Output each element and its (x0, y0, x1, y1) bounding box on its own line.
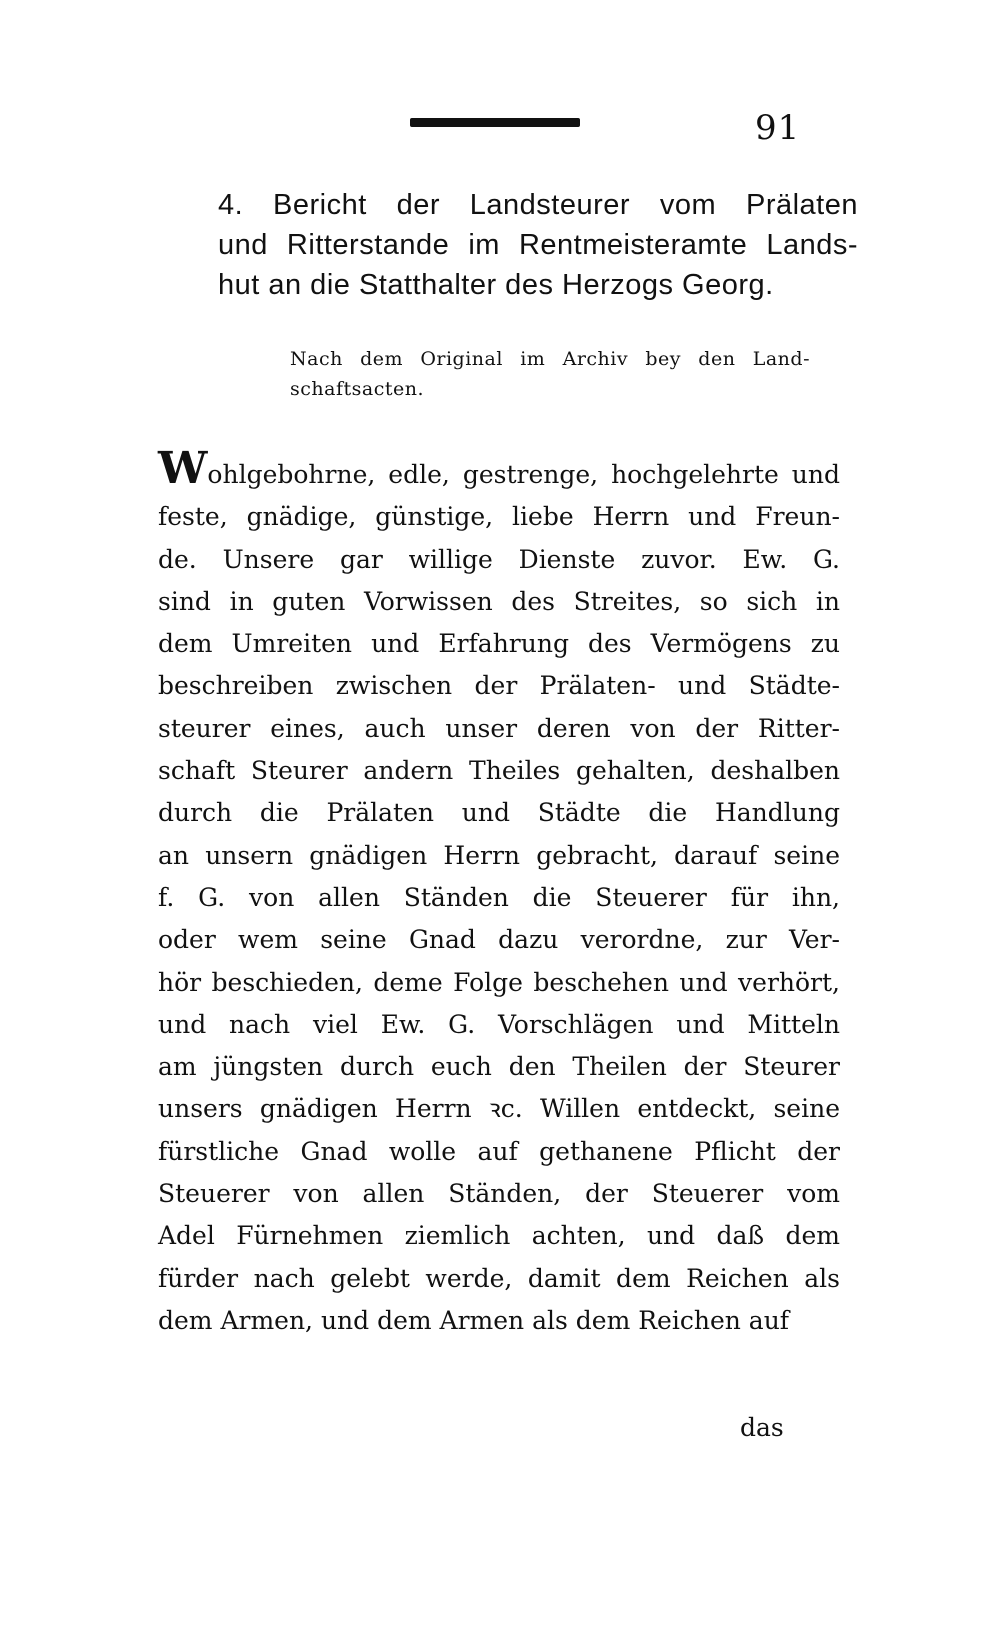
body-line: an unsern gnädigen Herrn gebracht, darauf seine (158, 840, 840, 870)
source-note-line: Nach dem Original im Archiv bey den Land- (290, 348, 810, 370)
body-line: steurer eines, auch unser deren von der Ritter- (158, 713, 840, 743)
body-line: schaft Steurer andern Theiles gehalten, deshalben (158, 756, 840, 786)
body-line: Wohlgebohrne, edle, gestrenge, hochgelehrte und (158, 443, 840, 494)
body-line: Steuerer von allen Ständen, der Steuerer vom (158, 1179, 840, 1209)
page-number: 91 (755, 108, 801, 148)
body-line: feste, gnädige, günstige, liebe Herrn und Freun- (158, 502, 840, 532)
body-line: am jüngsten durch euch den Theilen der Steurer (158, 1052, 840, 1082)
catchword: das (740, 1413, 784, 1442)
body-line: fürder nach gelebt werde, damit dem Reichen als (158, 1263, 840, 1293)
source-note (290, 344, 810, 404)
body-line: fürstliche Gnad wolle auf gethanene Pflicht der (158, 1136, 840, 1166)
body-line: durch die Prälaten und Städte die Handlung (158, 798, 840, 828)
body-line: hör beschieden, deme Folge beschehen und verhört, (158, 967, 840, 997)
body-line: dem Umreiten und Erfahrung des Vermögens zu (158, 629, 840, 659)
body-line: dem Armen, und dem Armen als dem Reichen auf (158, 1305, 790, 1335)
body-line: unsers gnädigen Herrn ꝛc. Willen entdeckt, seine (158, 1094, 840, 1124)
body-line: f. G. von allen Ständen die Steuerer für ihn, (158, 882, 840, 912)
body-line: beschreiben zwischen der Prälaten- und Städte- (158, 671, 840, 701)
body-line: de. Unsere gar willige Dienste zuvor. Ew. G. (158, 544, 840, 574)
body-line: sind in guten Vorwissen des Streites, so sich in (158, 586, 840, 616)
body-line: Adel Fürnehmen ziemlich achten, und daß dem (158, 1221, 840, 1251)
body-line: oder wem seine Gnad dazu verordne, zur Ver- (158, 925, 840, 955)
source-note-line: schaftsacten. (290, 378, 424, 400)
heading-line: 4. Bericht der Landsteurer vom Prälaten (218, 189, 858, 221)
body-line: und nach viel Ew. G. Vorschlägen und Mitteln (158, 1009, 840, 1039)
heading-line: und Ritterstande im Rentmeisteramte Lands- (218, 229, 858, 261)
section-heading (218, 185, 858, 305)
heading-line: hut an die Statthalter des Herzogs Georg. (218, 269, 774, 301)
body-text (158, 443, 840, 1342)
header-rule (410, 118, 580, 127)
